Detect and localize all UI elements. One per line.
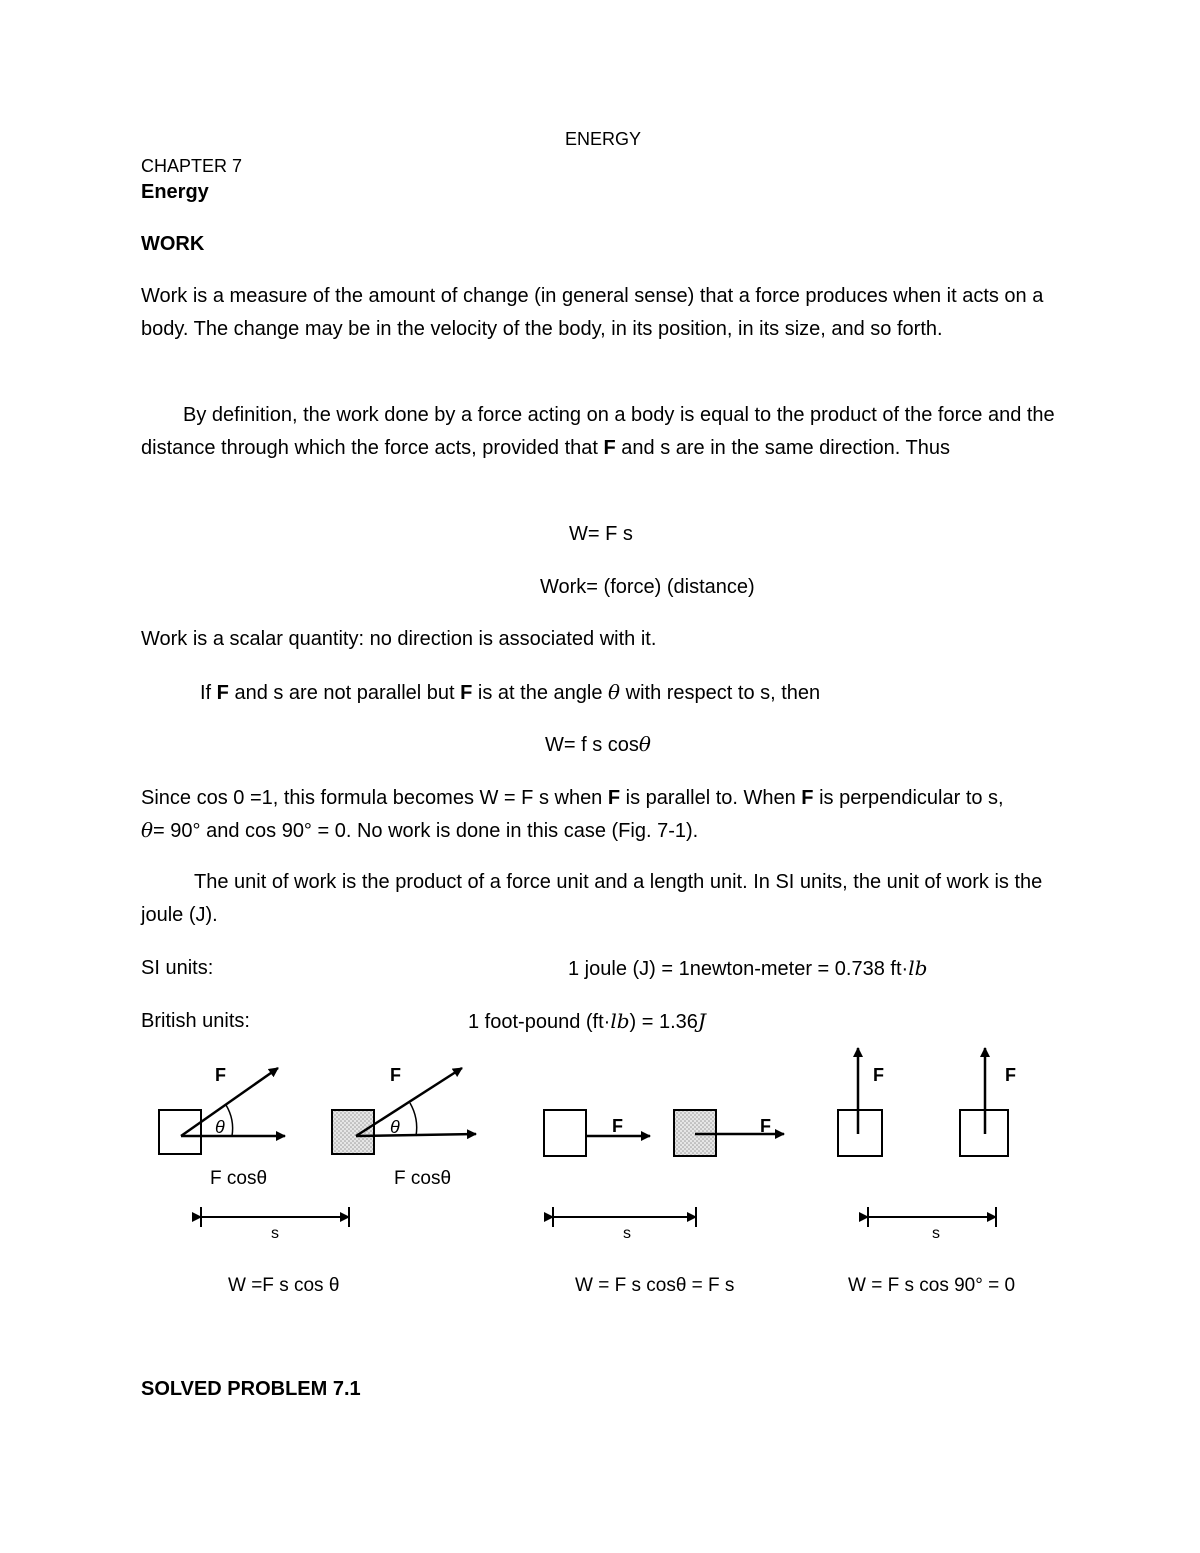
angle-arc-1	[226, 1105, 233, 1136]
equation-w-fs-cos: W= f s cosθ	[545, 732, 651, 756]
angle-arc-2	[410, 1103, 417, 1136]
si-units-label: SI units:	[141, 957, 214, 979]
solved-problem-heading: SOLVED PROBLEM 7.1	[141, 1378, 361, 1400]
paragraph-scalar: Work is a scalar quantity: no direction is associated with it.	[141, 628, 657, 650]
force-label-2: F	[390, 1065, 401, 1085]
fcos-label-2: F cosθ	[394, 1168, 452, 1189]
theta-label-2: θ	[390, 1117, 400, 1137]
paragraph-angle: If F and s are not parallel but F is at the angle θ with respect to s, then	[200, 680, 821, 704]
force-arrow-angled-1	[181, 1068, 278, 1136]
force-label-6: F	[1005, 1065, 1016, 1085]
paragraph-work-definition: By definition, the work done by a force acting on a body is equal to the product of the force and the distance through which the force acts, provided that F and s are in the same direction. Thus	[141, 404, 1055, 459]
british-units-value: 1 foot-pound (ft·lb) = 1.36J	[468, 1009, 706, 1033]
chapter-title: Energy	[141, 181, 209, 203]
equation-w-fs: W= F s	[569, 523, 633, 545]
caption-right: W = F s cos 90° = 0	[848, 1275, 1016, 1296]
section-heading: WORK	[141, 233, 205, 255]
force-label-1: F	[215, 1065, 226, 1085]
force-label-3: F	[612, 1116, 623, 1136]
caption-mid: W = F s cosθ = F s	[575, 1275, 735, 1296]
british-units-label: British units:	[141, 1010, 250, 1032]
paragraph-since-line2: θ= 90° and cos 90° = 0. No work is done in this case (Fig. 7-1).	[141, 818, 699, 842]
block-2	[332, 1110, 374, 1154]
force-label-4: F	[760, 1116, 771, 1136]
fcos-label-1: F cosθ	[210, 1168, 268, 1189]
paragraph-since-line1: Since cos 0 =1, this formula becomes W = F s when F is parallel to. When F is perpendicular to s,	[141, 787, 1004, 809]
paragraph-unit: The unit of work is the product of a force unit and a length unit. In SI units, the unit of work is the joule (J).	[141, 871, 1043, 926]
running-title: ENERGY	[565, 129, 642, 149]
caption-left: W =F s cos θ	[228, 1275, 340, 1296]
equation-work-force-distance: Work= (force) (distance)	[540, 576, 755, 598]
si-units-value: 1 joule (J) = 1newton-meter = 0.738 ft·lb	[568, 956, 928, 980]
chapter-label: CHAPTER 7	[141, 156, 243, 176]
force-arrow-angled-2	[356, 1068, 462, 1136]
theta-label-1: θ	[215, 1117, 225, 1137]
distance-label-2: s	[623, 1225, 631, 1242]
force-label-5: F	[873, 1065, 884, 1085]
paragraph-definition: Work is a measure of the amount of change (in general sense) that a force produces when it acts on a body. The change may be in the velocity of the body, in its position, in its size, and so forth.	[141, 285, 1044, 340]
distance-label-1: s	[271, 1225, 279, 1242]
block-5	[838, 1110, 882, 1156]
block-1	[159, 1110, 201, 1154]
distance-label-3: s	[932, 1225, 940, 1242]
block-3	[544, 1110, 586, 1156]
